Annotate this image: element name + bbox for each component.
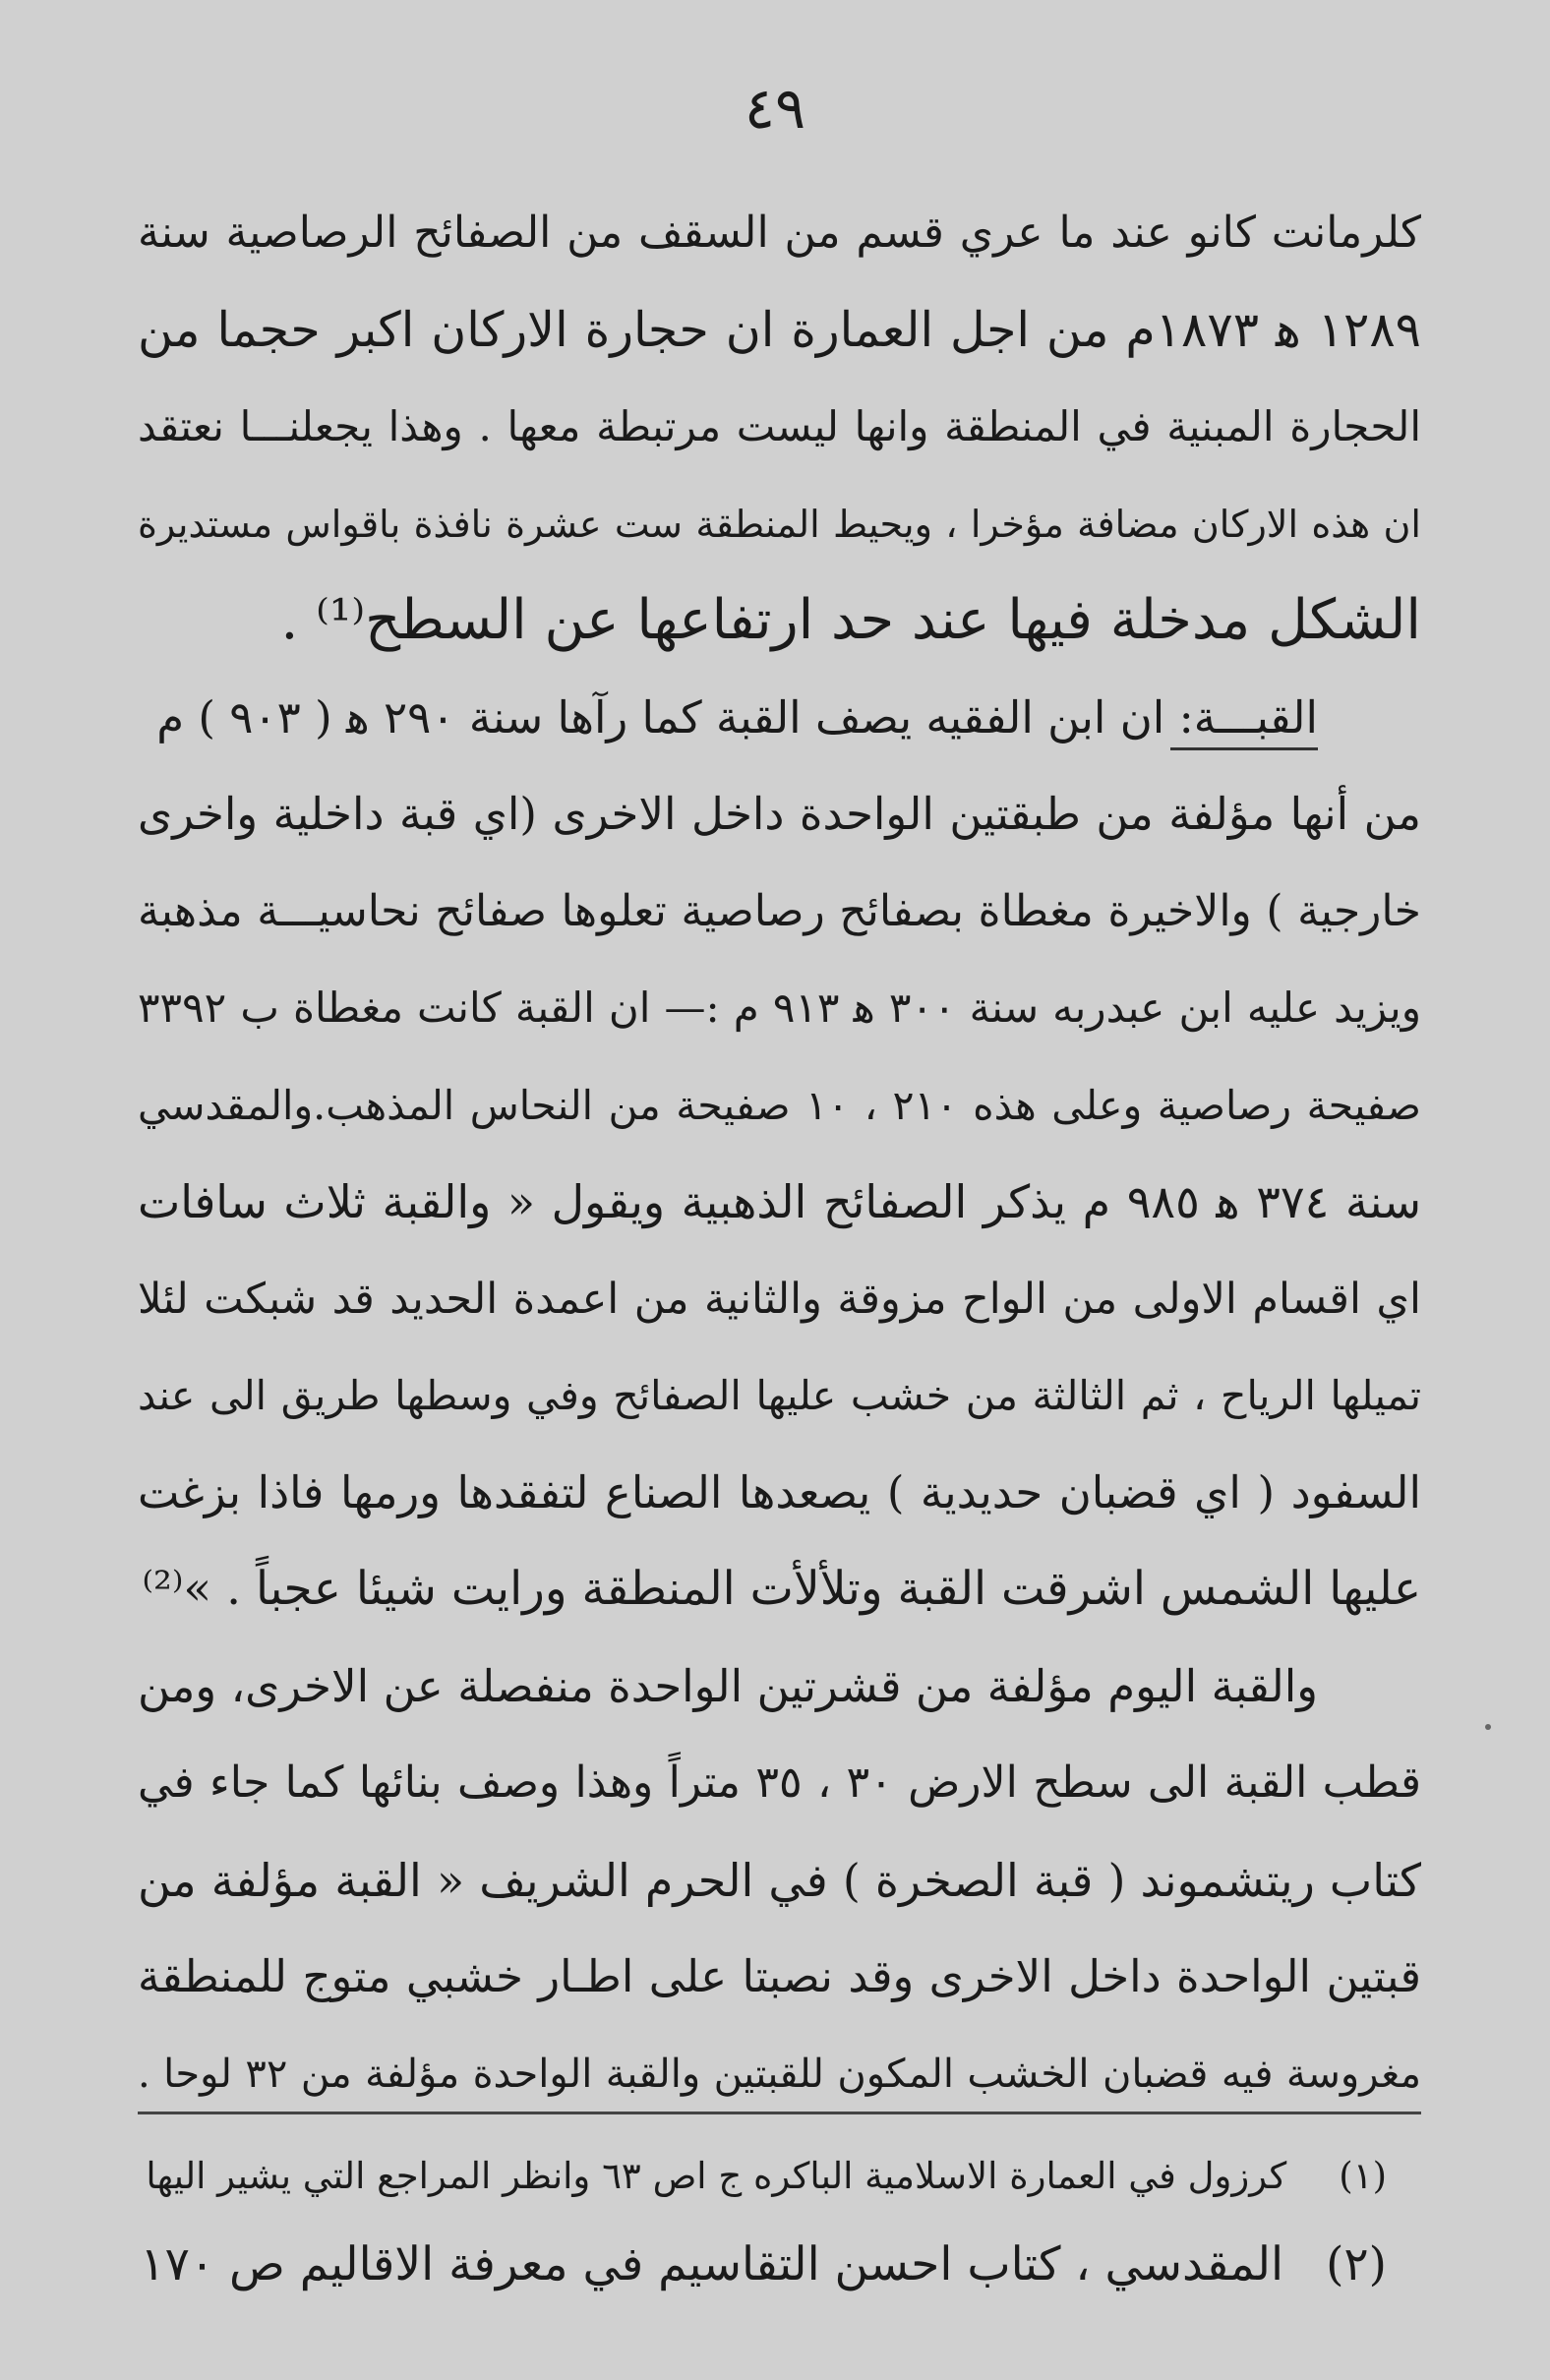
text-line: تميلها الرياح ، ثم الثالثة من خشب عليها الصفائح وفي وسطها طريق الى عند (138, 1372, 1421, 1419)
text-line: السفود ( اي قضبان حديدية ) يصعدها الصناع لتفقدها ورمها فاذا بزغت (138, 1465, 1421, 1518)
text-line: كلرمانت كانو عند ما عري قسم من السقف من الصفائح الرصاصية سنة (138, 208, 1421, 258)
text-line: الشكل مدخلة فيها عند حد ارتفاعها عن السطح⁽¹⁾ . (280, 588, 1421, 652)
footnote-item (138, 2132, 1387, 2221)
text-line: اي اقسام الاولى من الواح مزوقة والثانية من اعمدة الحديد قد شبكت لئلا (138, 1274, 1421, 1324)
text-line: من أنها مؤلفة من طبقتين الواحدة داخل الاخرى (اي قبة داخلية واخرى (138, 788, 1421, 840)
text-line: الحجارة المبنية في المنطقة وانها ليست مرتبطة معها . وهذا يجعلنـــا نعتقد (138, 402, 1421, 450)
text-line: صفيحة رصاصية وعلى هذه ٢١٠ ، ١٠ صفيحة من النحاس المذهب.والمقدسي (138, 1081, 1421, 1129)
footnote-marker: (١) (1339, 2155, 1387, 2197)
heading-underline (1170, 747, 1318, 750)
print-speck (1485, 1724, 1491, 1730)
footnote-divider (138, 2112, 1421, 2114)
body-text (138, 185, 1421, 2122)
text-line: والقبة اليوم مؤلفة من قشرتين الواحدة منفصلة عن الاخرى، ومن (138, 1659, 1318, 1712)
text-line: ويزيد عليه ابن عبدربه سنة ٣٠٠ ﻫ ٩١٣ م :— ان القبة كانت مغطاة ب ٣٣٩٢ (138, 983, 1421, 1032)
text-line: قبتين الواحدة داخل الاخرى وقد نصبتا على اطـار خشبي متوج للمنطقة (138, 1950, 1421, 2002)
text-line: ١٢٨٩ ﻫ ١٨٧٣م من اجل العمارة ان حجارة الاركان اكبر حجما من (138, 301, 1421, 358)
footnote-text: المقدسي ، كتاب احسن التقاسيم في معرفة الاقاليم ص ١٧٠ (140, 2237, 1284, 2291)
footnote-item (138, 2221, 1387, 2309)
text-line: قطب القبة الى سطح الارض ٣٠ ، ٣٥ متراً وهذا وصف بنائها كما جاء في (138, 1757, 1421, 1808)
text-line: كتاب ريتشموند ( قبة الصخرة ) في الحرم الشريف « القبة مؤلفة من (138, 1853, 1421, 1907)
page-number: ٤٩ (744, 75, 806, 142)
text-line: عليها الشمس اشرقت القبة وتلألأت المنطقة ورايت شيئا عجباً . »⁽²⁾ (142, 1562, 1421, 1616)
text-line: سنة ٣٧٤ ﻫ ٩٨٥ م يذكر الصفائح الذهبية ويقول « والقبة ثلاث سافات (138, 1175, 1421, 1228)
text-line: ان هذه الاركان مضافة مؤخرا ، ويحيط المنطقة ست عشرة نافذة باقواس مستديرة (138, 502, 1421, 546)
footnote-text: كرزول في العمارة الاسلامية الباكره ج اص ٦٣ وانظر المراجع التي يشير اليها (146, 2155, 1287, 2197)
footnotes (138, 2132, 1387, 2309)
text-line: خارجية ) والاخيرة مغطاة بصفائح رصاصية تعلوها صفائح نحاسيـــة مذهبة (138, 885, 1421, 936)
section-heading-line: القبـــة: ان ابن الفقيه يصف القبة كما رآها سنة ٢٩٠ ﻫ ( ٩٠٣ ) م (156, 690, 1318, 744)
text-line: مغروسة فيه قضبان الخشب المكون للقبتين والقبة الواحدة مؤلفة من ٣٢ لوحا . (138, 2051, 1421, 2097)
footnote-marker: (٢) (1326, 2237, 1387, 2291)
